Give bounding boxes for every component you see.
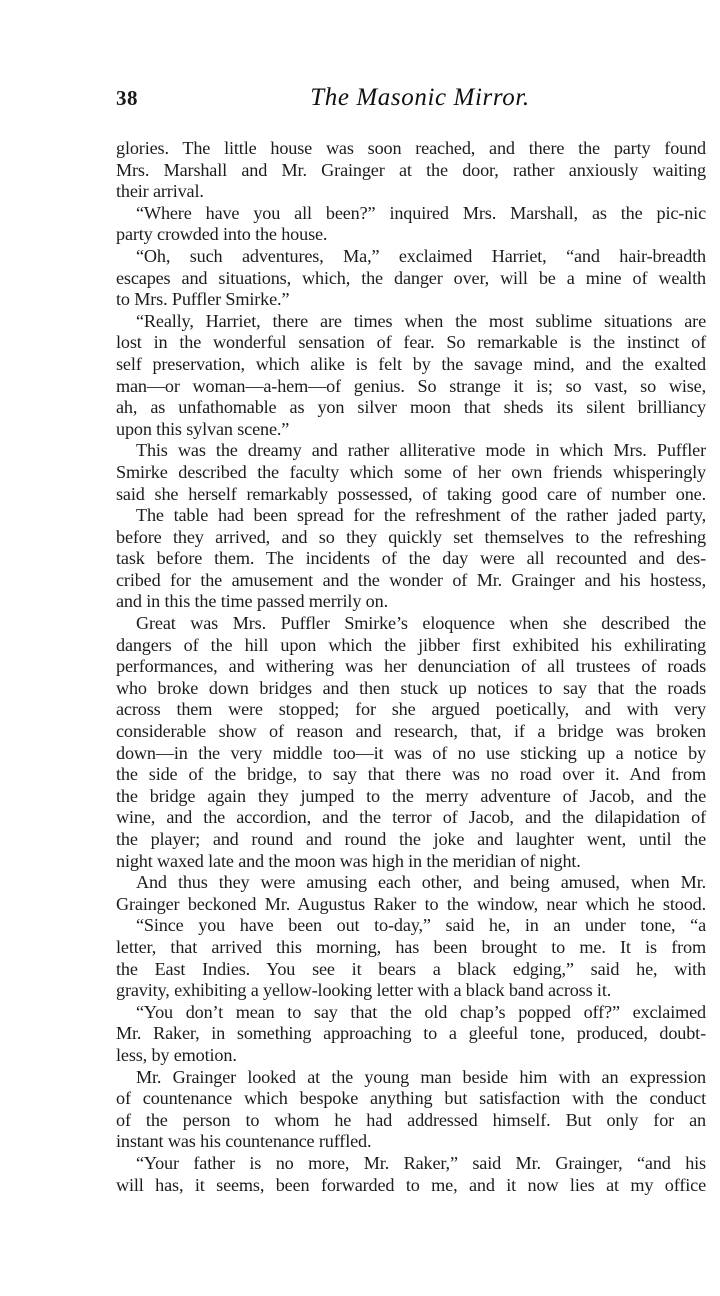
text-line: This was the dreamy and rather alliterative mode in which Mrs. Puffler [136, 440, 706, 461]
text-line: man—or woman—a-hem—of genius. So strange it is; so vast, so wise, [116, 375, 706, 396]
text-line: Mrs. Marshall and Mr. Grainger at the door, rather anxiously waiting [116, 159, 706, 180]
text-line: Grainger beckoned Mr. Augustus Raker to the window, near which he stood. [116, 893, 706, 914]
text-line: instant was his countenance ruffled. [116, 1131, 372, 1152]
text-line: to Mrs. Puffler Smirke.” [116, 289, 290, 310]
text-line: Mr. Raker, in something approaching to a gleeful tone, produced, doubt- [116, 1023, 706, 1044]
paragraph [116, 1002, 706, 1067]
text-line: letter, that arrived this morning, has been brought to me. It is from [116, 936, 706, 957]
text-line: will has, it seems, been forwarded to me, and it now lies at my office [116, 1174, 706, 1195]
body-text [116, 138, 706, 1196]
text-line: said she herself remarkably possessed, of taking good care of number one. [116, 483, 706, 504]
text-line: party crowded into the house. [116, 224, 328, 245]
text-line: “Oh, such adventures, Ma,” exclaimed Harriet, “and hair-breadth [136, 245, 706, 266]
text-line: the East Indies. You see it bears a black edging,” said he, with [116, 958, 706, 979]
text-line: of countenance which bespoke anything but satisfaction with the conduct [116, 1088, 706, 1109]
running-head [114, 84, 708, 114]
text-line: glories. The little house was soon reached, and there the party found [116, 138, 706, 158]
text-line: gravity, exhibiting a yellow-looking letter with a black band across it. [116, 980, 612, 1001]
text-line: cribed for the amusement and the wonder of Mr. Grainger and his hostess, [116, 569, 706, 590]
text-line: ah, as unfathomable as yon silver moon that sheds its silent brilliancy [116, 397, 706, 418]
text-line: upon this sylvan scene.” [116, 418, 290, 439]
text-line: considerable show of reason and research, that, if a bridge was broken [116, 721, 706, 742]
text-line: dangers of the hill upon which the jibber first exhibited his exhilirating [116, 634, 706, 655]
running-title: The Masonic Mirror. [310, 84, 530, 111]
text-line: “Since you have been out to-day,” said he, in an under tone, “a [136, 915, 706, 936]
paragraph [116, 613, 706, 872]
text-line: “Where have you all been?” inquired Mrs. Marshall, as the pic-nic [136, 202, 706, 223]
paragraph [116, 138, 706, 203]
text-line: night waxed late and the moon was high in the meridian of night. [116, 850, 581, 871]
text-line: Great was Mrs. Puffler Smirke’s eloquence when she described the [136, 613, 706, 634]
paragraph [116, 872, 706, 915]
text-line: their arrival. [116, 181, 204, 202]
paragraph [116, 1067, 706, 1153]
text-line: wine, and the accordion, and the terror of Jacob, and the dilapidation of [116, 807, 706, 828]
text-line: escapes and situations, which, the danger over, will be a mine of wealth [116, 267, 706, 288]
text-line: performances, and withering was her denunciation of all trustees of roads [116, 656, 706, 677]
paragraph [116, 246, 706, 311]
text-line: the side of the bridge, to say that there was no road over it. And from [116, 764, 706, 785]
paragraph [116, 203, 706, 246]
text-line: “You don’t mean to say that the old chap’s popped off?” exclaimed [136, 1001, 706, 1022]
text-line: of the person to whom he had addressed himself. But only for an [116, 1109, 706, 1130]
text-line: before they arrived, and so they quickly set themselves to the refreshing [116, 526, 706, 547]
text-line: the bridge again they jumped to the merry adventure of Jacob, and the [116, 785, 706, 806]
text-line: down—in the very middle too—it was of no use sticking up a notice by [116, 742, 706, 763]
text-line: and in this the time passed merrily on. [116, 591, 388, 612]
paragraph [116, 505, 706, 613]
text-line: And thus they were amusing each other, and being amused, when Mr. [136, 872, 706, 893]
text-line: less, by emotion. [116, 1044, 237, 1065]
text-line: who broke down bridges and then stuck up notices to say that the roads [116, 677, 706, 698]
paragraph [116, 311, 706, 441]
text-line: “Really, Harriet, there are times when the most sublime situations are [136, 310, 706, 331]
text-line: lost in the wonderful sensation of fear. So remarkable is the instinct of [116, 332, 706, 353]
paragraph [116, 440, 706, 505]
text-line: self preservation, which alike is felt by the savage mind, and the exalted [116, 353, 706, 374]
page-number: 38 [116, 86, 138, 110]
text-line: across them were stopped; for she argued poetically, and with very [116, 699, 706, 720]
text-line: Smirke described the faculty which some of her own friends whisperingly [116, 461, 706, 482]
text-line: The table had been spread for the refreshment of the rather jaded party, [136, 505, 706, 526]
paragraph [116, 1153, 706, 1196]
text-line: “Your father is no more, Mr. Raker,” said Mr. Grainger, “and his [136, 1152, 706, 1173]
text-line: task before them. The incidents of the day were all recounted and des- [116, 548, 706, 569]
paragraph [116, 915, 706, 1001]
text-line: the player; and round and round the joke and laughter went, until the [116, 829, 706, 849]
text-line: Mr. Grainger looked at the young man beside him with an expression [136, 1066, 706, 1087]
